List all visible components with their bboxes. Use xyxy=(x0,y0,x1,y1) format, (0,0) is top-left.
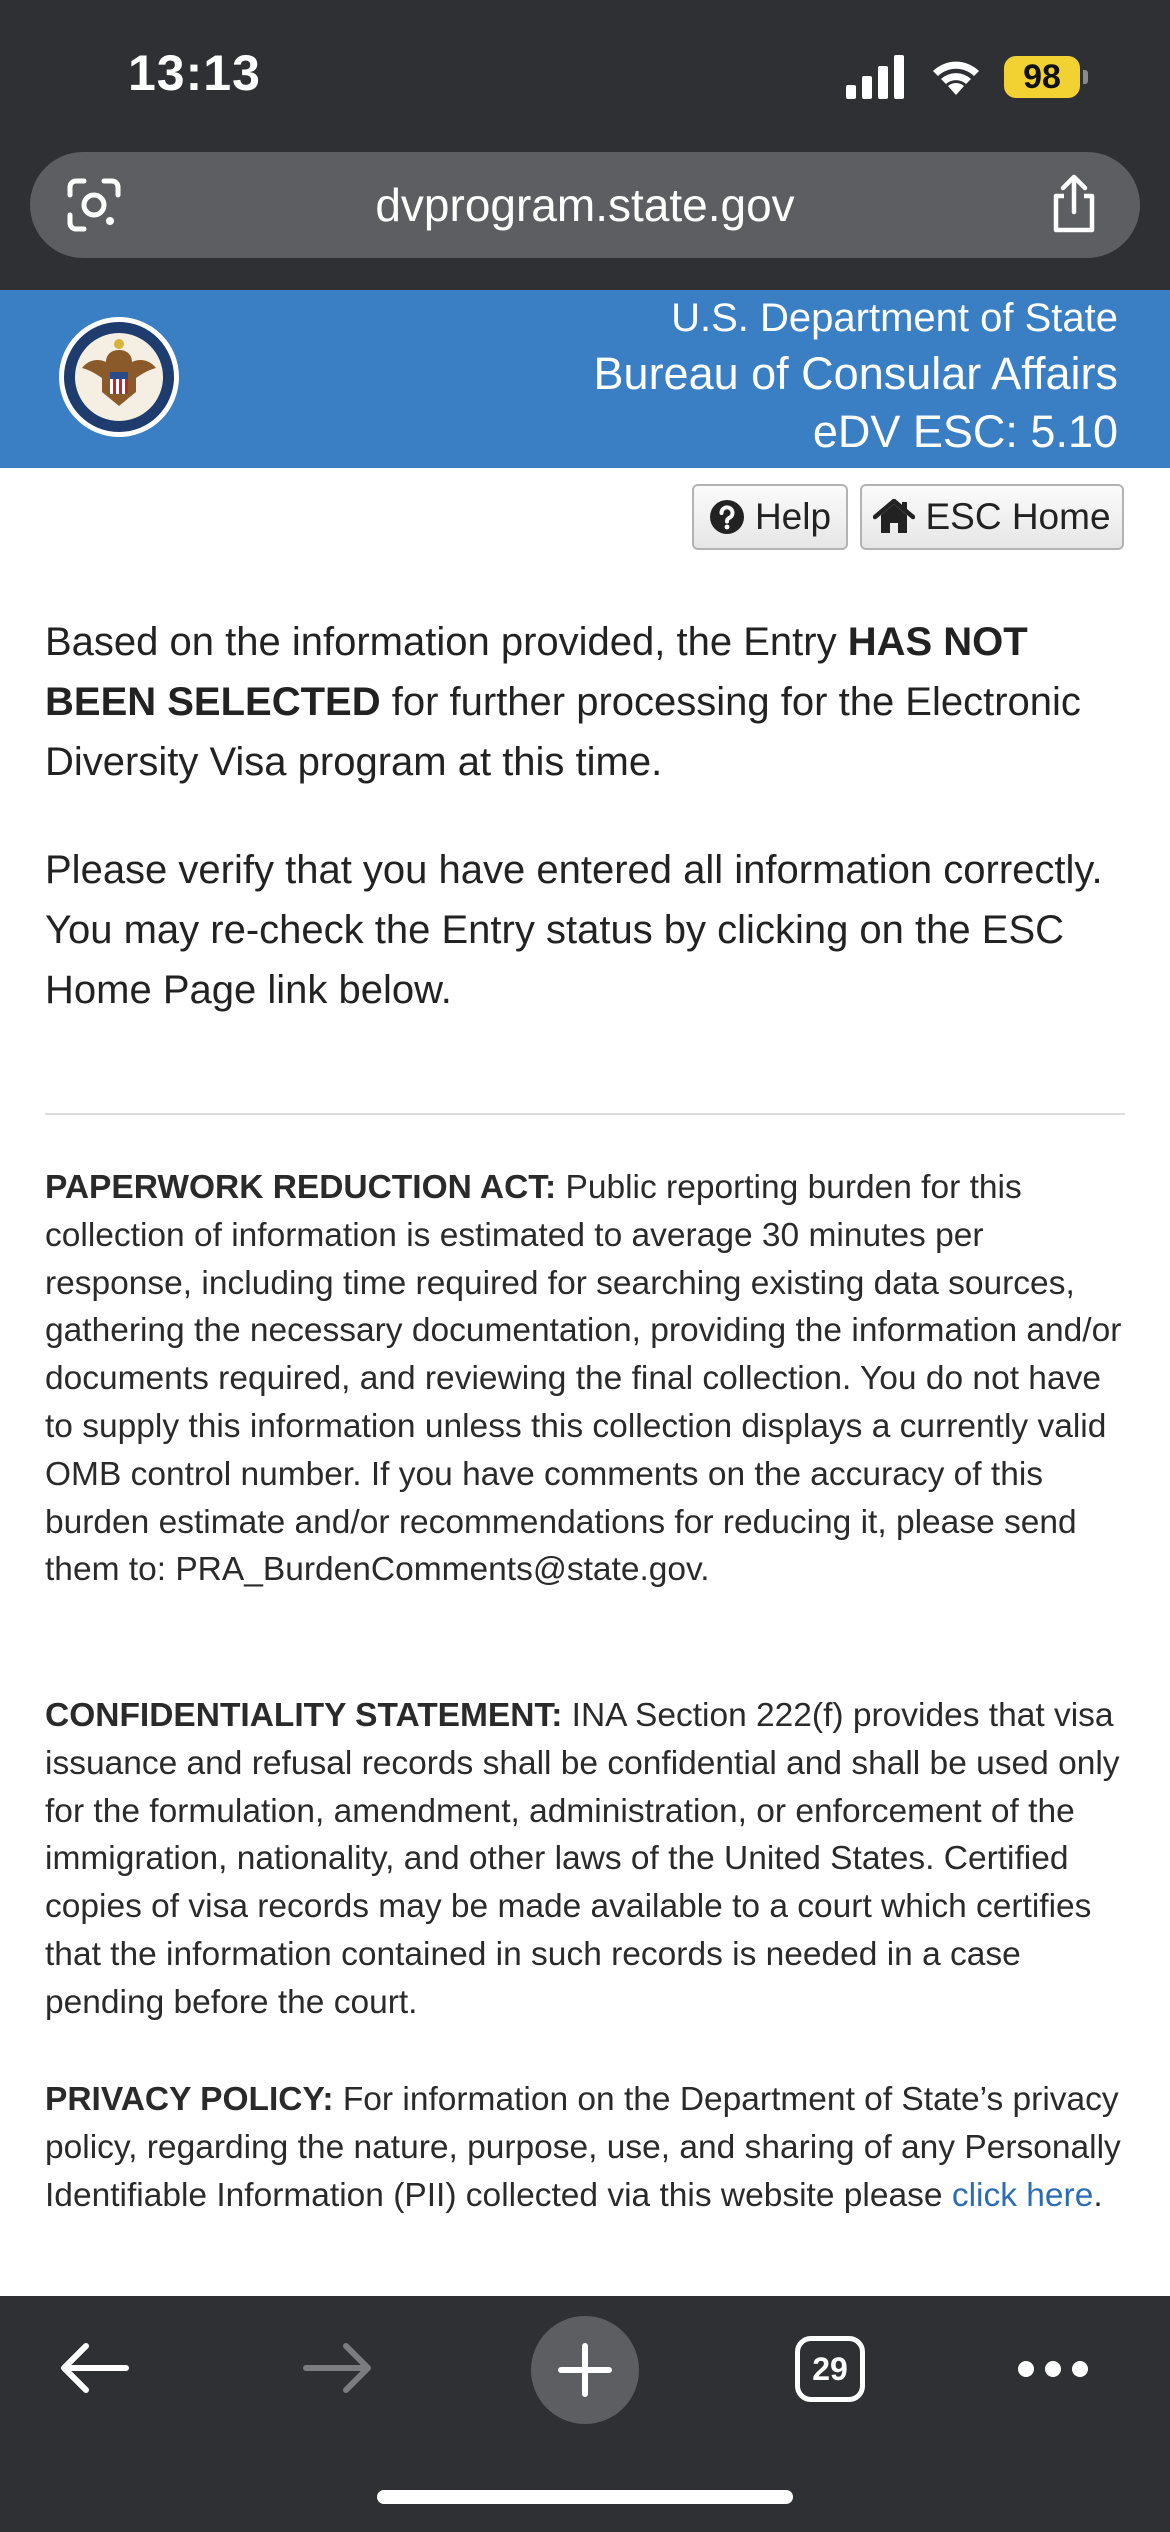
url-bar[interactable] xyxy=(30,152,1140,258)
help-button[interactable] xyxy=(692,484,848,550)
divider xyxy=(45,1113,1125,1115)
share-icon[interactable] xyxy=(1048,174,1100,234)
status-icons xyxy=(846,54,1088,100)
signal-icon xyxy=(846,55,908,99)
back-arrow-icon[interactable] xyxy=(58,2340,130,2396)
privacy-end: . xyxy=(1093,2176,1103,2214)
esc-home-button[interactable] xyxy=(860,484,1124,550)
header-bureau: Bureau of Consular Affairs xyxy=(593,348,1118,399)
verify-message: Please verify that you have entered all information correctly. You may re-check the Entry status by clicking on the ESC Home Page link below. xyxy=(45,848,1103,1012)
forward-arrow-icon[interactable] xyxy=(302,2340,374,2396)
paperwork-reduction-act xyxy=(45,1164,1125,1594)
privacy-text: For information on the Department of State’s privacy policy, regarding the nature, purpose, use, and sharing of any Personally Identifiable Information (PII) collected via this website please xyxy=(45,2081,1121,2214)
result-message-text: Based on the information provided, the Entry xyxy=(45,620,848,664)
battery-tip xyxy=(1083,70,1088,84)
confidentiality-text: INA Section 222(f) provides that visa issuance and refusal records shall be confidential and shall be used only for the formulation, amendment, administration, or enforcement of the immigration, nationality, and other laws of the United States. Certified copies of visa records may be made available to a court which certifies that the information contained in such records is needed in a case pending before the court. xyxy=(45,1697,1120,2021)
wifi-icon xyxy=(930,57,982,97)
home-indicator[interactable] xyxy=(377,2490,793,2504)
header-version: eDV ESC: 5.10 xyxy=(812,406,1118,457)
pra-title: PAPERWORK REDUCTION ACT: xyxy=(45,1169,557,1206)
battery-icon xyxy=(1004,56,1088,98)
help-label: Help xyxy=(754,496,832,537)
url-text[interactable]: dvprogram.state.gov xyxy=(375,179,795,231)
more-icon[interactable] xyxy=(1016,2356,1090,2382)
new-tab-button[interactable] xyxy=(531,2316,639,2424)
browser-top-bar xyxy=(0,0,1170,290)
battery-level: 98 xyxy=(1004,56,1080,98)
tabs-button[interactable] xyxy=(795,2336,865,2402)
header-department: U.S. Department of State xyxy=(671,296,1118,340)
result-message-text-end: for further processing for the Electronic Diversity Visa program at this time. xyxy=(45,680,1081,784)
site-header xyxy=(0,290,1170,468)
home-icon xyxy=(873,499,915,535)
privacy-policy xyxy=(45,2076,1125,2219)
privacy-title: PRIVACY POLICY: xyxy=(45,2081,334,2118)
plus-icon xyxy=(557,2342,613,2398)
pra-text: Public reporting burden for this collection of information is estimated to average 30 minutes per response, including time required for searching existing data sources, gathering the necessary documentation, providing the information and/or documents required, and reviewing the final collection. You do not have to supply this information unless this collection displays a currently valid OMB control number. If you have comments on the accuracy of this burden estimate and/or recommendations for reducing it, please send them to: PRA_BurdenComments@state.gov. xyxy=(45,1169,1122,1589)
esc-home-label: ESC Home xyxy=(925,496,1111,537)
tab-count: 29 xyxy=(812,2350,848,2387)
status-time: 13:13 xyxy=(128,45,261,101)
result-message xyxy=(45,612,1125,792)
result-status: HAS NOT BEEN SELECTED xyxy=(45,620,1028,724)
confidentiality-statement xyxy=(45,1692,1125,2027)
confidentiality-title: CONFIDENTIALITY STATEMENT: xyxy=(45,1697,563,1734)
question-circle-icon xyxy=(709,499,745,535)
privacy-link[interactable]: click here xyxy=(951,2176,1094,2214)
state-department-seal-icon xyxy=(58,316,180,438)
